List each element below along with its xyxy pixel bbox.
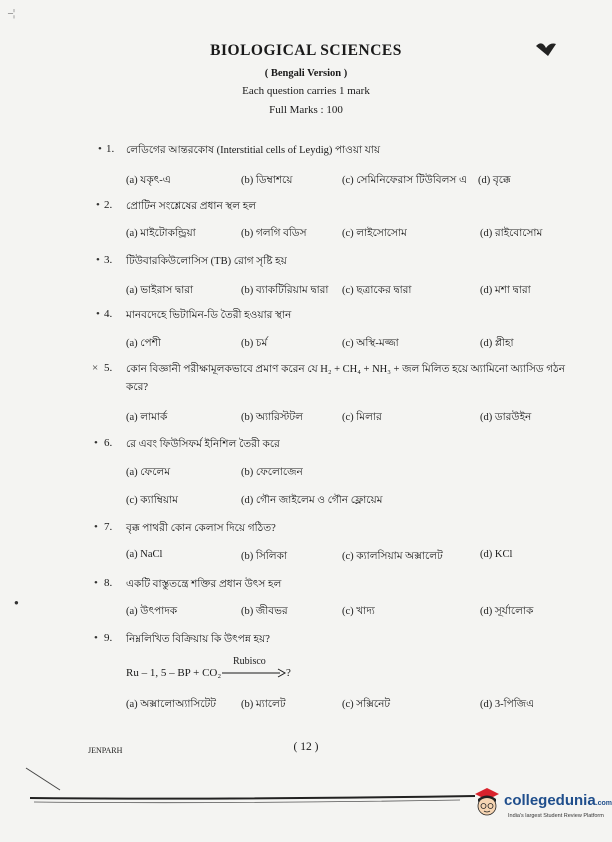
equation-reactants: Ru – 1, 5 – BP + CO₂	[126, 667, 222, 679]
question-number: 8.	[104, 577, 113, 589]
question-text: লেডিগের আন্তরকোষ (Interstitial cells of Leydig) পাওয়া যায়	[126, 145, 381, 156]
option-a: (a) ভাইরাস দ্বারা	[126, 285, 194, 296]
option-c: (c) মিলার	[342, 412, 382, 423]
marks-note: Each question carries 1 mark	[242, 85, 370, 97]
option-a: (a) ফেলেম	[126, 467, 171, 478]
full-marks: Full Marks : 100	[269, 104, 343, 116]
question-text: রে এবং ফিউসিফর্ম ইনিশিল তৈরী করে	[126, 439, 280, 450]
option-b: (b) ডিম্বাশয়ে	[241, 175, 293, 186]
option-b: (b) জীবভর	[241, 606, 288, 617]
option-c: (c) খাদ্য	[342, 606, 375, 617]
option-b: (b) ব্যাকটিরিয়াম দ্বারা	[241, 285, 329, 296]
question-number: 2.	[104, 199, 113, 211]
question-number: 4.	[104, 308, 113, 320]
option-d: (d) বৃক্কে	[478, 175, 511, 186]
option-c: (c) ছত্রাকের দ্বারা	[342, 285, 412, 296]
question-text: বৃক্ক পাথরী কোন কেলাস দিয়ে গঠিত?	[126, 523, 276, 534]
option-d: (d) গৌন জাইলেম ও গৌন ফ্লোয়েম	[241, 495, 383, 506]
option-d: (d) 3-পিজিএ	[480, 699, 535, 710]
option-a: (a) মাইটোকন্ড্রিয়া	[126, 228, 196, 239]
option-d: (d) মশা দ্বারা	[480, 285, 531, 296]
question-number: 7.	[104, 521, 113, 533]
option-b: (b) সিলিকা	[241, 551, 288, 562]
option-b: (b) চর্ম	[241, 338, 268, 349]
equation-enzyme: Rubisco	[233, 656, 266, 667]
option-c: (c) অস্থি-মজ্জা	[342, 338, 399, 349]
option-b: (b) ফেলোজেন	[241, 467, 303, 478]
page-number: ( 12 )	[293, 741, 319, 753]
question-text: কোন বিজ্ঞানী পরীক্ষামূলকভাবে প্রমাণ করেন যে H₂ + CH₄ + NH₃ + জল মিলিত হয়ে অ্যামিনো অ্যাসিড গঠন	[126, 364, 566, 375]
option-c: (c) সক্সিনেট	[342, 699, 391, 710]
option-c: (c) ক্যালসিয়াম অক্সালেট	[342, 551, 443, 562]
brand-tagline: India's largest Student Review Platform	[508, 813, 604, 819]
option-d: (d) ডারউইন	[480, 412, 532, 423]
reaction-arrow-icon	[222, 668, 286, 678]
option-a: (a) উৎপাদক	[126, 606, 178, 617]
bottom-pen-stroke	[20, 760, 480, 810]
paper-title: BIOLOGICAL SCIENCES	[210, 42, 402, 59]
option-c: (c) সেমিনিফেরাস টিউবিলস এ	[342, 175, 467, 186]
option-b: (b) অ্যারিস্টটল	[241, 412, 303, 423]
option-d: (d) KCl	[480, 549, 513, 560]
option-a: (a) যকৃৎ-এ	[126, 175, 171, 186]
paper-code: JENPARH	[88, 746, 123, 755]
question-number: 3.	[104, 254, 113, 266]
question-text: মানবদেহে ভিটামিন-ডি তৈরী হওয়ার স্থান	[126, 310, 292, 321]
option-a: (a) লামার্ক	[126, 412, 168, 423]
brand-logo-icon	[472, 786, 502, 825]
question-text: নিম্নলিখিত বিক্রিয়ায় কি উৎপন্ন হয়?	[126, 634, 270, 645]
question-text: টিউবারকিউলোসিস (TB) রোগ সৃষ্টি হয়	[126, 256, 287, 267]
question-number: 6.	[104, 437, 113, 449]
option-a: (a) পেশী	[126, 338, 161, 349]
option-a: (a) অক্সালোঅ্যাসিটেট	[126, 699, 217, 710]
question-number: 5.	[104, 362, 113, 374]
question-text: একটি বাস্তুতন্ত্রে শক্তির প্রধান উৎস হল	[126, 579, 282, 590]
brand-name: collegedunia.com	[504, 792, 612, 809]
option-a: (a) NaCl	[126, 549, 163, 560]
option-d: (d) রাইবোসোম	[480, 228, 543, 239]
question-text: প্রোটিন সংশ্লেষের প্রধান স্থল হল	[126, 201, 257, 212]
option-d: (d) সূর্যালোক	[480, 606, 534, 617]
question-number: 1.	[106, 143, 115, 155]
ink-blot	[534, 38, 558, 63]
question-number: 9.	[104, 632, 113, 644]
corner-scribble: –¦	[8, 8, 16, 19]
option-c: (c) ক্যাম্বিয়াম	[126, 495, 178, 506]
option-c: (c) লাইসোসোম	[342, 228, 407, 239]
equation-product: ?	[286, 667, 291, 679]
version-label: ( Bengali Version )	[264, 68, 348, 79]
option-b: (b) ম্যালেট	[241, 699, 286, 710]
option-d: (d) প্লীহা	[480, 338, 514, 349]
option-b: (b) গলগি বডিস	[241, 228, 307, 239]
question-text-continued: করে?	[126, 382, 149, 393]
